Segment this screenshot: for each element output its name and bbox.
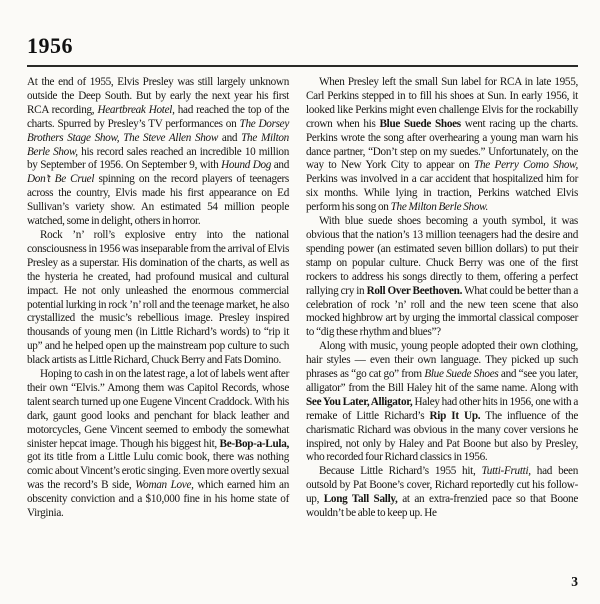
- article-column-right: [306, 76, 578, 521]
- paragraph: [306, 76, 578, 215]
- text-run: Rock ’n’ roll’s explosive entry into the national consciousness in 1956 was inseparable from the arrival of Elvis Presley as a superstar. His domination of the charts, as well as the hysteria he created, had profound musical and cultural impact. He not only unleashed the enormous commercial potential lurking in rock ’n’ roll and the teenage market, he also crystallized the music’s rebellious image. Presley inspired thousands of young men (in Little Richard’s words) to “rip it up” and he helped open up the mainstream pop culture to such black artists as Little Richard, Chuck Berry and Fats Domino.: [27, 228, 289, 367]
- article-columns: [27, 76, 578, 521]
- text-run: which earned him an obscenity conviction and a $10,000 fine in his home state of Virginia.: [27, 479, 289, 520]
- text-run: With blue suede shoes becoming a youth symbol, it was obvious that the nation’s 13 million teenagers had the desire and spending power (an estimated seven billion dollars) to put their stamp on popular culture. Chuck Berry was one of the first rockers to address his songs directly to them, offering a perfect rallying cry in: [306, 215, 578, 297]
- text-run-italic: The Perry Como Show,: [474, 159, 578, 172]
- text-run: at an extra-frenzied pace so that Boone wouldn’t be able to keep up. He: [306, 493, 578, 520]
- text-run: What could be better than a celebration of rock ’n’ roll and the new teen scene that also mocked highbrow art by urging the immortal classical composer to “dig these rhythm and blues”?: [306, 284, 578, 339]
- page-title: 1956: [27, 33, 73, 58]
- paragraph: [27, 76, 289, 229]
- paragraph: [306, 465, 578, 521]
- text-run-bold: Rip It Up.: [429, 409, 481, 422]
- text-run-bold: Be-Bop-a-Lula,: [219, 437, 289, 450]
- page-number: 3: [571, 574, 578, 589]
- text-run: and “see you later, alligator” from the Bill Haley hit of the same name. Along with: [306, 368, 578, 394]
- text-run: got its title from a Little Lulu comic book, there was nothing comic about Vincent’s erotic singing. Even more overtly sexual was the record’s B side,: [27, 451, 289, 492]
- text-run-italic: Tutti-Frutti,: [481, 465, 531, 478]
- text-run: went racing up the charts. Perkins wrote the song after overhearing a young man warn his dance partner, “Don’t step on my suedes.” Unfortunately, on the way to New York City to appear on: [306, 117, 579, 172]
- text-run-bold: Blue Suede Shoes: [379, 117, 461, 130]
- text-run: spinning on the record players of teenagers across the country, Elvis made his first appearance on Ed Sullivan’s variety show. An estimated 54 million people watched, some in delight, others in horror.: [27, 173, 289, 228]
- text-run-italic: Blue Suede Shoes: [424, 368, 499, 381]
- article-column-left: [27, 76, 289, 521]
- text-run-bold: See You Later, Alligator,: [306, 395, 413, 408]
- text-run-italic: The Milton Berle Show,: [27, 131, 289, 158]
- paragraph: [27, 368, 289, 521]
- text-run: Along with music, young people adopted their own clothing, hair styles — even their own language. They picked up such phrases as “go cat go” from: [306, 340, 578, 381]
- paragraph: [27, 229, 289, 368]
- text-run: his record sales reached an incredible 10 million by September of 1956. On September 9, with: [27, 145, 289, 172]
- text-run-italic: The Milton Berle Show.: [390, 201, 488, 214]
- text-run-italic: Hound Dog: [221, 159, 272, 172]
- title-rule: [27, 65, 578, 67]
- text-run: When Presley left the small Sun label for RCA in late 1955, Carl Perkins stepped in to fill his shoes at Sun. In early 1956, it looked like Perkins might even challenge Elvis for the rockabilly crown when his: [306, 76, 578, 130]
- text-run-italic: The Dorsey Brothers Stage Show, The Steve Allen Show: [27, 117, 290, 144]
- text-run: At the end of 1955, Elvis Presley was still largely unknown outside the Deep South. But by early the next year his first RCA recording,: [27, 76, 289, 116]
- text-run: had been outsold by Pat Boone’s cover, Richard reportedly cut his follow-up,: [306, 465, 578, 506]
- text-run: and: [271, 159, 289, 172]
- text-run-italic: Heartbreak Hotel,: [97, 103, 175, 116]
- text-run: Hoping to cash in on the latest rage, a lot of labels went after their own “Elvis.” Among them was Capitol Records, whose talent search turned up one Eugene Vincent Craddock. With his dark, gaunt good looks and penchant for black leather and motorcycles, Gene Vincent seemed to embody the somewhat sinister hepcat image. Though his biggest hit,: [27, 368, 289, 450]
- paragraph: [306, 215, 578, 340]
- text-run-italic: Don’t Be Cruel: [27, 173, 95, 186]
- text-run: and: [217, 131, 242, 144]
- text-run-bold: Roll Over Beethoven.: [366, 284, 463, 297]
- text-run-bold: Long Tall Sally,: [323, 493, 398, 506]
- text-run: Because Little Richard’s 1955 hit,: [319, 465, 482, 478]
- text-run: The influence of the charismatic Richard was obvious in the many cover versions he inspired, not only by Haley and Pat Boone but also by Presley, who recorded four Richard classics in 1956.: [306, 409, 578, 464]
- text-run-italic: Woman Love,: [135, 479, 194, 492]
- text-run: Haley had other hits in 1956, one with a remake of Little Richard’s: [306, 395, 578, 422]
- paragraph: [306, 340, 578, 465]
- text-run: had reached the top of the charts. Spurred by Presley’s TV performances on: [27, 103, 289, 130]
- text-run: Perkins was involved in a car accident that hospitalized him for six months. While lying in traction, Perkins watched Elvis perform his song on: [306, 173, 578, 214]
